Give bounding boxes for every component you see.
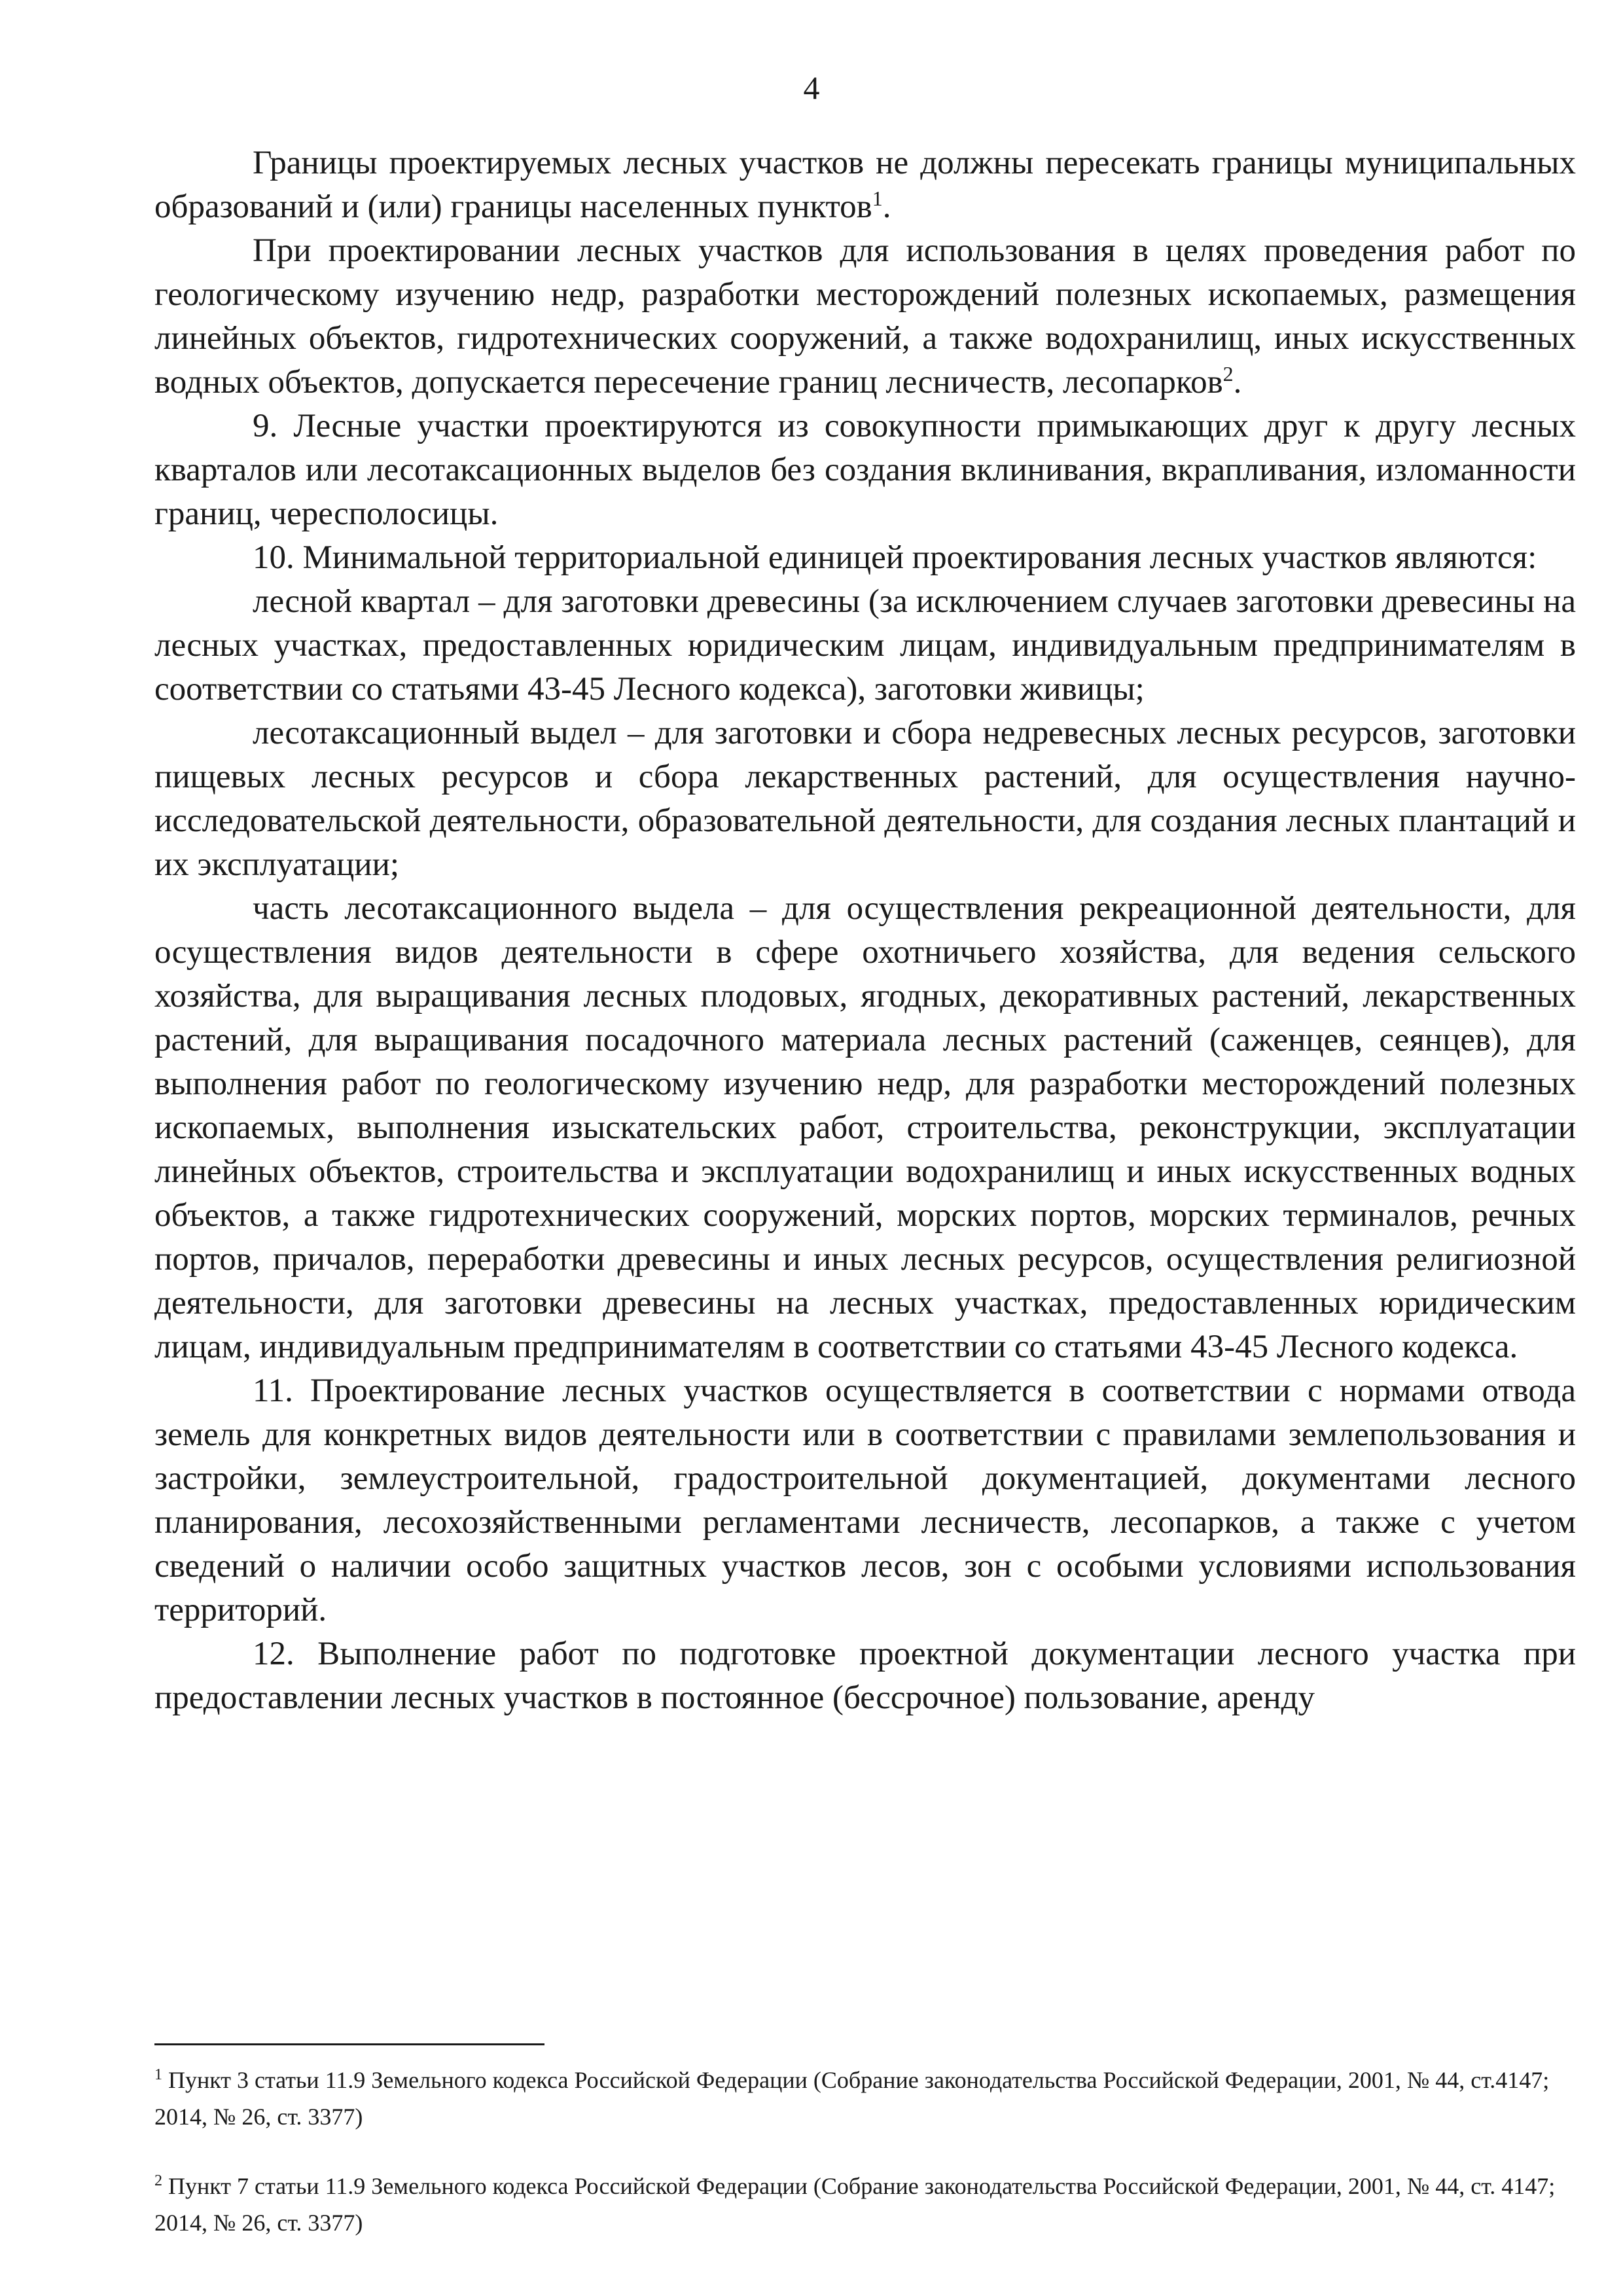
footnote-text: Пункт 7 статьи 11.9 Земельного кодекса Российской Федерации (Собрание законодательства Российской Федерации, 2001, № 44, ст. 4147; 2014, № 26, ст. 3377) [154,2173,1556,2236]
paragraph-text-end: . [882,188,891,225]
paragraph-text-end: . [1233,364,1242,401]
paragraph: лесной квартал – для заготовки древесины (за исключением случаев заготовки древесины на лесных участках, предоставленных юридическим лицам, индивидуальным предпринимателям в соответствии со статьями 43-45 Лесного кодекса), заготовки живицы; [154,583,1576,708]
footnote-text: Пункт 3 статьи 11.9 Земельного кодекса Российской Федерации (Собрание законодательства Российской Федерации, 2001, № 44, ст.4147; 2014, № 26, ст. 3377) [154,2067,1550,2130]
paragraph: 10. Минимальной территориальной единицей проектирования лесных участков являются: [253,539,1537,576]
paragraph-text: Границы проектируемых лесных участков не должны пересекать границы муниципальных образований и (или) границы населенных пунктов [154,145,1576,225]
body-text [154,141,1576,1720]
paragraph: 9. Лесные участки проектируются из совокупности примыкающих друг к другу лесных кварталов или лесотаксационных выделов без создания вклинивания, вкрапливания, изломанности границ, чересполосицы. [154,408,1576,532]
footnote [154,2168,1576,2241]
footnote-mark: 2 [154,2172,162,2189]
paragraph-text: При проектировании лесных участков для использования в целях проведения работ по геологическому изучению недр, разработки месторождений полезных ископаемых, размещения линейных объектов, гидротехнических сооружений, а также водохранилищ, иных искусственных водных объектов, допускается пересечение границ лесничеств, лесопарков [154,232,1576,401]
page-number: 4 [803,69,820,106]
paragraph: 11. Проектирование лесных участков осуществляется в соответствии с нормами отвода земель для конкретных видов деятельности или в соответствии с правилами землепользования и застройки, землеустроительной, градостроительной документацией, документами лесного планирования, лесохозяйственными регламентами лесничеств, лесопарков, а также с учетом сведений о наличии особо защитных участков лесов, зон с особыми условиями использования территорий. [154,1372,1576,1628]
footnote-ref: 2 [1222,362,1234,386]
paragraph: 12. Выполнение работ по подготовке проектной документации лесного участка при предоставлении лесных участков в постоянное (бессрочное) пользование, аренду [154,1636,1576,1716]
paragraph [154,141,1576,229]
paragraph [154,229,1576,404]
paragraph: часть лесотаксационного выдела – для осуществления рекреационной деятельности, для осуществления видов деятельности в сфере охотничьего хозяйства, для ведения сельского хозяйства, для выращивания лесных плодовых, ягодных, декоративных растений, лекарственных растений, для выращивания посадочного материала лесных растений (саженцев, сеянцев), для выполнения работ по геологическому изучению недр, для разработки месторождений полезных ископаемых, выполнения изыскательских работ, строительства, реконструкции, эксплуатации линейных объектов, строительства и эксплуатации водохранилищ и иных искусственных водных объектов, а также гидротехнических сооружений, морских портов, морских терминалов, речных портов, причалов, переработки древесины и иных лесных ресурсов, осуществления религиозной деятельности, для заготовки древесины на лесных участках, предоставленных юридическим лицам, индивидуальным предпринимателям в соответствии со статьями 43-45 Лесного кодекса. [154,890,1576,1365]
footnote-mark: 1 [154,2066,162,2083]
paragraph: лесотаксационный выдел – для заготовки и сбора недревесных лесных ресурсов, заготовки пищевых лесных ресурсов и сбора лекарственных растений, для осуществления научно-исследовательской деятельности, образовательной деятельности, для создания лесных плантаций и их эксплуатации; [154,715,1576,883]
footnote-separator [154,2043,544,2045]
footnote [154,2062,1576,2135]
footnotes [154,2062,1576,2274]
footnote-ref: 1 [872,187,883,210]
